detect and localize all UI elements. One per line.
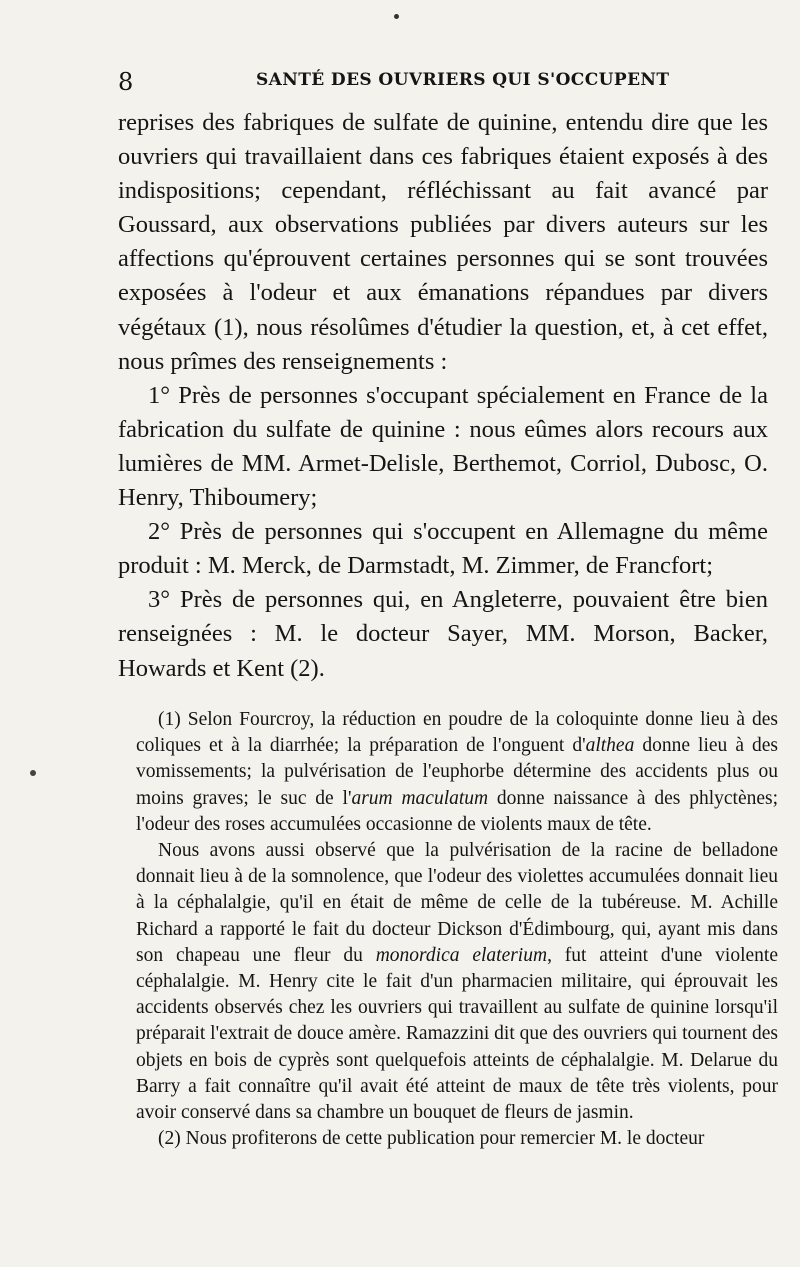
- footnote-1-cont-text-a: Nous avons aussi observé que la pulvérisation de la racine de belladone donnait lieu à de la somnolence, que l'odeur des violettes accumulées donnait lieu à la céphalalgie, qu'il en était de même de celle de la tubéreuse. M. Achille Richard a rapporté le fait du docteur Dickson d'Édimbourg, qui, ayant mis dans son chapeau une fleur du: [136, 840, 778, 966]
- ink-speck: [394, 14, 399, 19]
- margin-ink-speck: [30, 770, 36, 776]
- paragraph-item-1: 1° Près de personnes s'occupant spécialement en France de la fabrication du sulfate de quinine : nous eûmes alors recours aux lumières de MM. Armet-Delisle, Berthemot, Corriol, Dubosc, O. Henry, Thiboumery;: [118, 381, 768, 512]
- running-head: SANTÉ DES OUVRIERS QUI S'OCCUPENT: [256, 70, 670, 90]
- footnote-1-text-b: donne lieu à des vomissements; la pulvérisation de l'euphorbe détermine des accidents plus ou moins graves; le suc de l': [136, 735, 778, 809]
- footnote-1-continuation: [136, 838, 778, 1126]
- footnote-1-term-arum: arum maculatum: [351, 787, 489, 809]
- footnote-1-cont-text-b: , fut atteint d'une violente céphalalgie. M. Henry cite le fait d'un pharmacien militaire, qui éprouvait les accidents observés chez les ouvriers qui travaillent au sulfate de quinine lorsqu'il préparait l'extrait de douce amère. Ramazzini dit que des ouvriers qui tournent des objets en bois de cyprès sont quelquefois atteints de céphalalgie. M. Delarue du Barry a fait connaître qu'il avait été atteint de maux de tête très violents, pour avoir conservé dans sa chambre un bouquet de fleurs de jasmin.: [136, 944, 778, 1124]
- footnote-1-text-c: donne naissance à des phlyctènes; l'odeur des roses accumulées occasionne de violents maux de tête.: [136, 787, 779, 835]
- footnote-1: [136, 707, 778, 838]
- footnote-1-term-althea: althea: [585, 735, 635, 757]
- paragraph-item-2: 2° Près de personnes qui s'occupent en Allemagne du même produit : M. Merck, de Darmstadt, M. Zimmer, de Francfort;: [118, 518, 768, 580]
- page-header: [118, 64, 778, 94]
- main-text: [118, 106, 768, 686]
- page-number: 8: [118, 68, 134, 96]
- footnote-1-term-monordica: monordica elaterium: [375, 944, 548, 966]
- footnote-1-text-a: (1) Selon Fourcroy, la réduction en poudre de la coloquinte donne lieu à des coliques et à la diarrhée; la préparation de l'onguent d': [136, 709, 778, 757]
- footnotes: [136, 707, 778, 1152]
- paragraph-item-3: 3° Près de personnes qui, en Angleterre, pouvaient être bien renseignées : M. le docteur Sayer, MM. Morson, Backer, Howards et Kent (2).: [118, 586, 768, 682]
- footnote-2: (2) Nous profiterons de cette publication pour remercier M. le docteur: [158, 1128, 705, 1150]
- paragraph-intro: reprises des fabriques de sulfate de quinine, entendu dire que les ouvriers qui travaillaient dans ces fabriques étaient exposés à des indispositions; cependant, réfléchissant au fait avancé par Goussard, aux observations publiées par divers auteurs sur les affections qu'éprouvent certaines personnes qui se sont trouvées exposées à l'odeur et aux émanations répandues par divers végétaux (1), nous résolûmes d'étudier la question, et, à cet effet, nous prîmes des renseignements :: [118, 109, 768, 375]
